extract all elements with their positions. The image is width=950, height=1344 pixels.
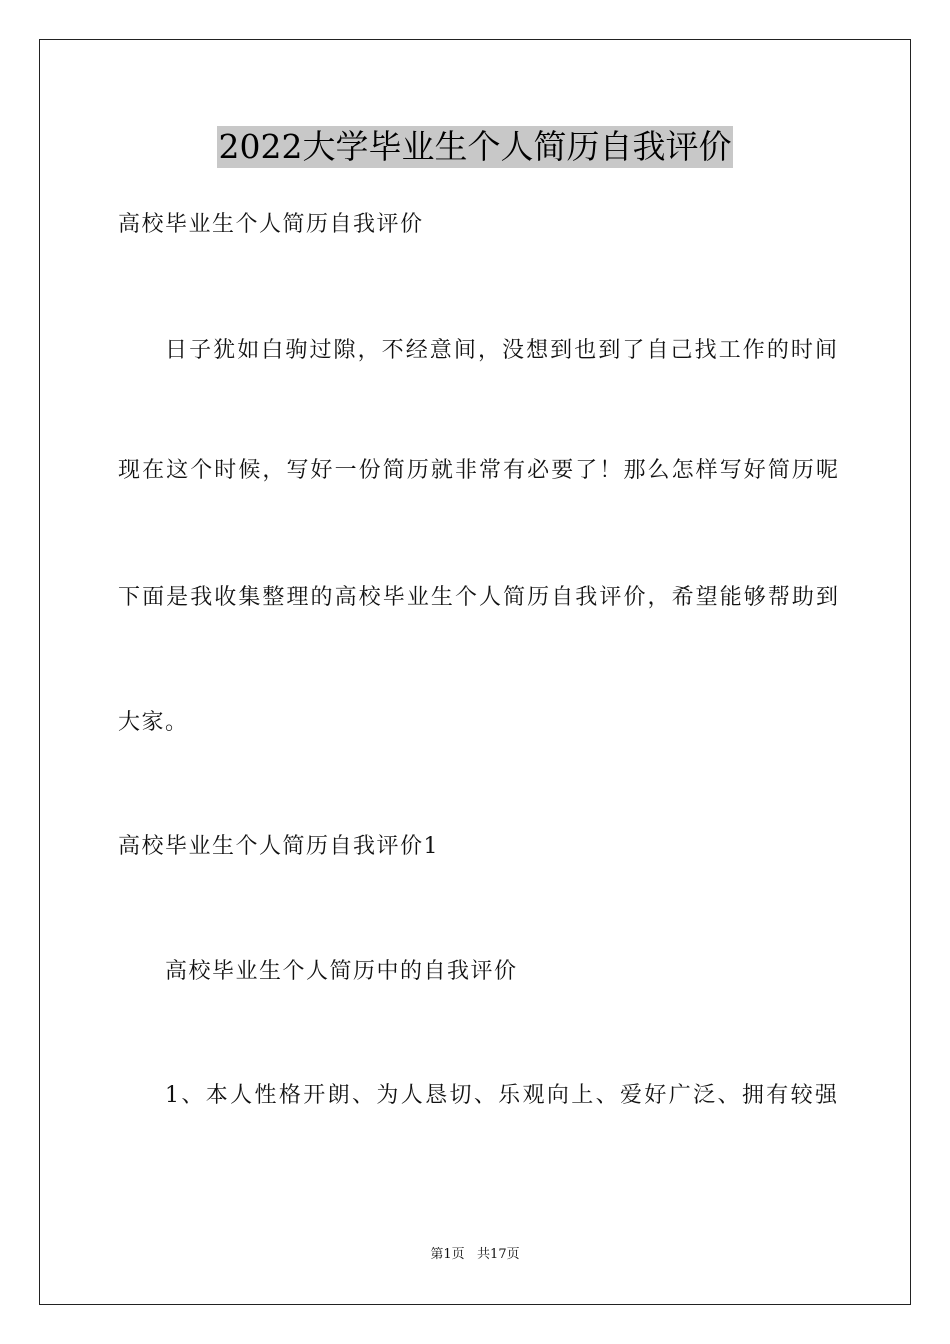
subtitle-line: 高校毕业生个人简历自我评价 xyxy=(118,212,424,237)
document-title: 2022大学毕业生个人简历自我评价 xyxy=(218,127,732,166)
title-container xyxy=(0,126,950,168)
paragraph-line: 大家。 xyxy=(118,710,189,735)
paragraph-line: 下面是我收集整理的高校毕业生个人简历自我评价，希望能够帮助到 xyxy=(118,585,838,610)
paragraph-line: 日子犹如白驹过隙，不经意间，没想到也到了自己找工作的时间 xyxy=(165,338,837,363)
page-footer: 第1页 共17页 xyxy=(430,1247,520,1262)
section-heading: 高校毕业生个人简历自我评价1 xyxy=(118,834,439,859)
paragraph-line: 现在这个时候，写好一份简历就非常有必要了！那么怎样写好简历呢 xyxy=(118,458,838,483)
subsection-heading: 高校毕业生个人简历中的自我评价 xyxy=(165,959,518,984)
list-item: 1、本人性格开朗、为人恳切、乐观向上、爱好广泛、拥有较强 xyxy=(165,1083,837,1108)
